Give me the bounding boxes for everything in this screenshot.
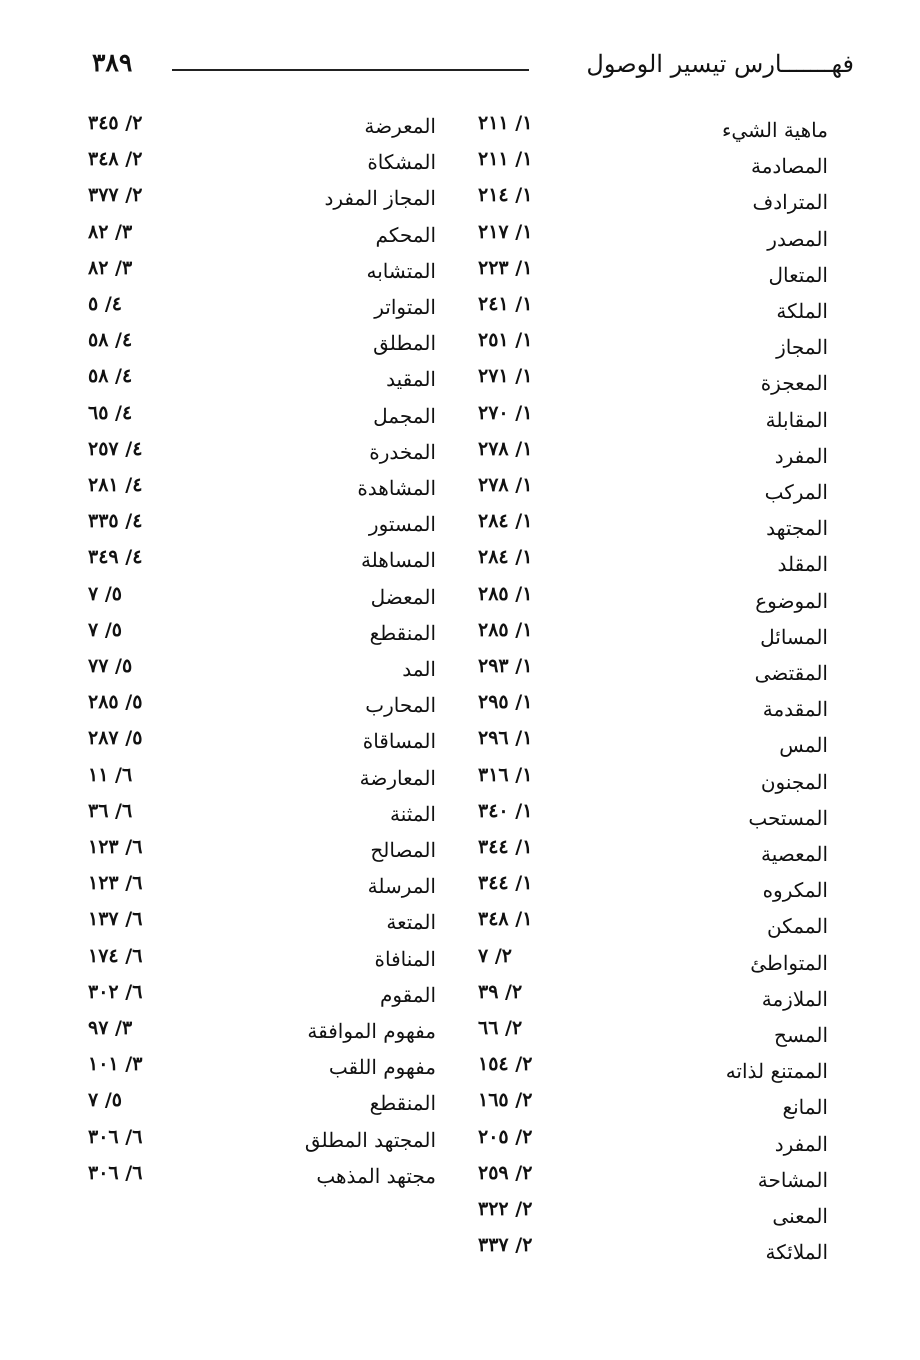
index-reference: ١/ ٢٤١ xyxy=(478,293,533,315)
index-reference: ٢/ ١٦٥ xyxy=(478,1089,533,1112)
index-entry xyxy=(0,327,920,363)
index-reference: ١/ ٢٧٠ xyxy=(478,401,533,424)
index-reference: ١/ ٢٧٨ xyxy=(478,437,533,460)
index-reference: ١/ ٣٤٤ xyxy=(478,872,533,895)
index-entry xyxy=(0,1232,920,1268)
index-reference: ٥/ ٧ xyxy=(88,618,122,641)
index-entry xyxy=(0,581,920,617)
index-entry xyxy=(0,1051,920,1087)
index-term: المجتهد xyxy=(766,516,828,541)
index-entry xyxy=(0,1124,920,1160)
index-entry xyxy=(0,110,920,146)
index-entry xyxy=(0,182,920,218)
index-term: المقتضى xyxy=(754,661,828,685)
index-reference: ٤/ ٢٥٧ xyxy=(88,437,143,460)
index-entry xyxy=(0,725,920,761)
index-term: المساهلة xyxy=(360,548,436,573)
index-entry xyxy=(0,472,920,508)
index-reference: ٢/ ٢٥٩ xyxy=(478,1161,533,1184)
index-reference: ٤/ ٣٣٥ xyxy=(88,510,143,533)
index-reference: ٢/ ٣٩ xyxy=(478,980,523,1003)
index-term: المقيد xyxy=(386,367,436,392)
index-reference: ٢/ ٦٦ xyxy=(478,1017,523,1039)
index-term: ماهية الشيء xyxy=(721,118,828,142)
index-entry xyxy=(0,436,920,472)
index-term: الممتنع لذاته xyxy=(725,1059,828,1084)
page-number: ٣٨٩ xyxy=(92,48,133,77)
index-reference: ٦/ ١٢٣ xyxy=(88,836,143,858)
index-reference: ١/ ٢١١ xyxy=(478,112,533,134)
index-term: المجمل xyxy=(373,403,436,428)
index-term: المعارضة xyxy=(359,765,436,790)
index-reference: ٥/ ٧٧ xyxy=(88,655,133,677)
index-reference: ١/ ٢٧٨ xyxy=(478,474,533,496)
index-term: المركب xyxy=(764,480,828,504)
index-reference: ٦/ ٣٦ xyxy=(88,799,133,822)
index-term: المترادف xyxy=(752,190,828,215)
index-entry xyxy=(0,689,920,725)
index-term: المد xyxy=(402,657,436,681)
index-reference: ١/ ٣٤٨ xyxy=(478,908,533,931)
index-entry xyxy=(0,219,920,255)
index-reference: ١/ ٢٩٦ xyxy=(478,727,533,750)
index-term: المثنة xyxy=(389,801,436,826)
index-term: المساقاة xyxy=(362,729,436,754)
index-term: المشاهدة xyxy=(357,476,436,500)
index-reference: ٥/ ٢٨٧ xyxy=(88,727,143,750)
index-term: المشكاة xyxy=(367,150,436,175)
index-reference: ٤/ ٢٨١ xyxy=(88,474,143,496)
index-term: المصادمة xyxy=(751,154,828,179)
index-term: المتواتر xyxy=(374,295,436,319)
index-term: المعرضة xyxy=(364,114,436,138)
index-term: المستحب xyxy=(748,805,828,830)
index-reference: ٦/ ١٧٤ xyxy=(88,944,143,967)
index-reference: ١/ ٢٧١ xyxy=(478,365,533,388)
index-term: المعضل xyxy=(370,584,436,609)
index-reference: ٥/ ٧ xyxy=(88,582,122,605)
index-reference: ٦/ ١١ xyxy=(88,763,133,786)
index-reference: ٣/ ٨٢ xyxy=(88,256,133,279)
index-reference: ١/ ٢٨٤ xyxy=(478,510,533,533)
index-reference: ٣/ ١٠١ xyxy=(88,1053,143,1076)
index-term: المكروه xyxy=(762,878,828,903)
index-reference: ٤/ ٥٨ xyxy=(88,329,133,352)
index-term: المصدر xyxy=(767,226,828,251)
index-term: مفهوم الموافقة xyxy=(307,1019,436,1043)
index-term: الملائكة xyxy=(765,1240,828,1265)
index-term: المشاحة xyxy=(757,1167,828,1192)
index-reference: ٥/ ٢٨٥ xyxy=(88,691,143,714)
index-term: المعصية xyxy=(761,842,828,866)
index-reference: ٣/ ٨٢ xyxy=(88,220,133,243)
index-term: مجتهد المذهب xyxy=(316,1163,436,1188)
index-term: المقوم xyxy=(379,982,436,1007)
index-reference: ١/ ٢٨٥ xyxy=(478,618,533,641)
index-reference: ١/ ٢٥١ xyxy=(478,329,533,352)
index-term: مفهوم اللقب xyxy=(328,1055,436,1080)
index-entry xyxy=(0,146,920,182)
index-term: المس xyxy=(779,733,828,758)
index-reference: ١/ ٣٤٤ xyxy=(478,836,533,858)
index-term: المتواطئ xyxy=(750,950,828,975)
index-term: المحارب xyxy=(365,693,436,718)
index-reference: ١/ ٣١٦ xyxy=(478,763,533,786)
index-reference: ٢/ ١٥٤ xyxy=(478,1053,533,1076)
index-term: المجتهد المطلق xyxy=(304,1127,436,1152)
index-term: المسح xyxy=(774,1023,828,1047)
index-reference: ٢/ ٧ xyxy=(478,944,512,967)
index-term: المعجزة xyxy=(760,371,828,396)
index-term: المجاز xyxy=(776,335,828,360)
index-term: المتعة xyxy=(386,910,436,935)
index-term: المنافاة xyxy=(374,946,436,971)
index-entry xyxy=(0,1087,920,1123)
index-reference: ٢/ ٣٣٧ xyxy=(478,1234,533,1257)
index-reference: ٥/ ٧ xyxy=(88,1089,122,1112)
index-term: المصالح xyxy=(370,838,436,862)
page-header xyxy=(0,50,920,90)
index-entry xyxy=(0,979,920,1015)
index-reference: ١/ ٢١٤ xyxy=(478,184,533,207)
index-entry xyxy=(0,255,920,291)
index-reference: ٢/ ٣٤٨ xyxy=(88,148,143,171)
index-term: المستور xyxy=(368,512,436,537)
running-title: فهـــــــارس تيسير الوصول xyxy=(586,50,854,78)
index-term: الملكة xyxy=(776,299,828,323)
index-entry xyxy=(0,544,920,580)
index-reference: ١/ ٢١٧ xyxy=(478,220,533,243)
index-reference: ٦/ ٣٠٦ xyxy=(88,1161,143,1184)
index-entry xyxy=(0,1160,920,1196)
index-entry xyxy=(0,617,920,653)
index-term: المفرد xyxy=(774,1131,828,1156)
index-term: المخدرة xyxy=(369,439,436,464)
index-term: المطلق xyxy=(373,331,436,356)
index-term: الملازمة xyxy=(761,986,828,1011)
index-term: المنقطع xyxy=(369,620,436,645)
index-reference: ١/ ٢٢٣ xyxy=(478,256,533,279)
index-reference: ٣/ ٩٧ xyxy=(88,1017,133,1039)
header-rule xyxy=(172,69,529,71)
index-reference: ٤/ ٥٨ xyxy=(88,365,133,388)
index-entry xyxy=(0,870,920,906)
index-term: المفرد xyxy=(774,443,828,468)
index-reference: ١/ ٢٩٥ xyxy=(478,691,533,714)
index-term: المعنى xyxy=(772,1204,828,1228)
index-term: المتشابه xyxy=(366,258,436,283)
index-entry xyxy=(0,762,920,798)
index-reference: ٦/ ١٢٣ xyxy=(88,872,143,895)
index-entry xyxy=(0,1196,920,1232)
index-reference: ٤/ ٥ xyxy=(88,293,122,315)
index-entry xyxy=(0,906,920,942)
index-reference: ١/ ٢٨٤ xyxy=(478,546,533,569)
index-entry xyxy=(0,363,920,399)
index-reference: ٤/ ٣٤٩ xyxy=(88,546,143,569)
index-reference: ٦/ ١٣٧ xyxy=(88,908,143,931)
index-entry xyxy=(0,508,920,544)
index-term: المجنون xyxy=(760,769,828,794)
index-reference: ١/ ٢٩٣ xyxy=(478,655,533,677)
index-reference: ٢/ ٢٠٥ xyxy=(478,1125,533,1148)
index-entry xyxy=(0,1015,920,1051)
index-entry xyxy=(0,834,920,870)
index-term: المانع xyxy=(782,1095,828,1120)
index-entry xyxy=(0,653,920,689)
index-reference: ٦/ ٣٠٦ xyxy=(88,1125,143,1148)
index-term: المحكم xyxy=(375,222,436,247)
index-reference: ١/ ٢١١ xyxy=(478,148,533,171)
index-term: المجاز المفرد xyxy=(324,186,436,211)
index-reference: ١/ ٣٤٠ xyxy=(478,799,533,822)
index-term: المقابلة xyxy=(765,407,828,432)
index-entry xyxy=(0,291,920,327)
index-term: المنقطع xyxy=(369,1091,436,1116)
index-entry xyxy=(0,798,920,834)
index-term: الموضوع xyxy=(755,588,828,613)
index-reference: ٦/ ٣٠٢ xyxy=(88,980,143,1003)
index-term: المسائل xyxy=(760,624,828,649)
index-term: المقدمة xyxy=(762,697,828,722)
index-reference: ١/ ٢٨٥ xyxy=(478,582,533,605)
index-term: المقلد xyxy=(777,552,828,577)
index-entry xyxy=(0,400,920,436)
index-reference: ٤/ ٦٥ xyxy=(88,401,133,424)
index-reference: ٢/ ٣٧٧ xyxy=(88,184,143,207)
index-reference: ٢/ ٣٢٢ xyxy=(478,1198,533,1220)
index-term: المتعال xyxy=(768,262,828,287)
index-entry xyxy=(0,943,920,979)
index-term: الممكن xyxy=(766,914,828,939)
index-reference: ٢/ ٣٤٥ xyxy=(88,112,143,134)
index-term: المرسلة xyxy=(367,874,436,899)
